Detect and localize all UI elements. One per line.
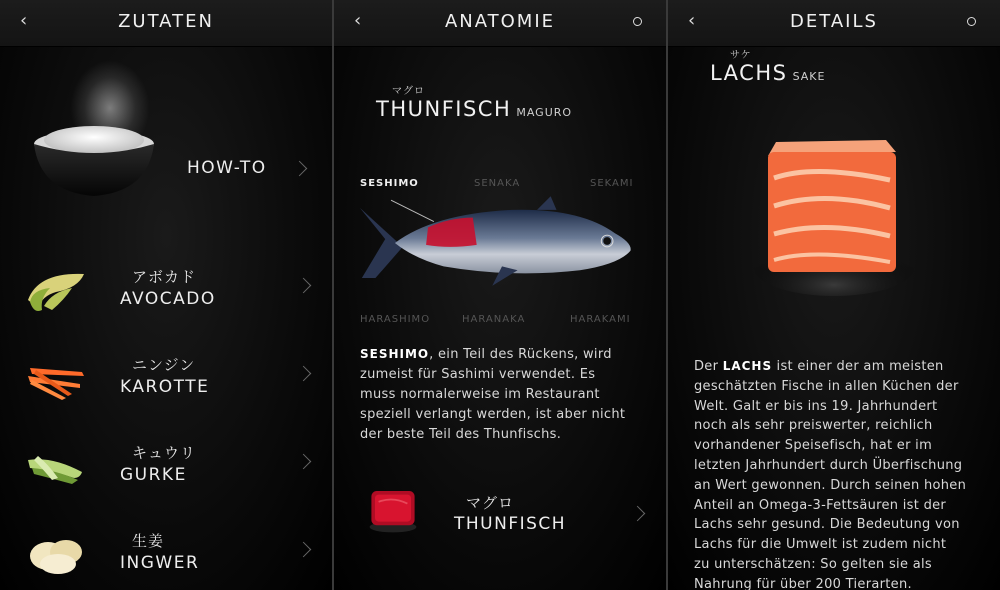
ginger-image bbox=[22, 526, 94, 586]
chevron-right-icon bbox=[630, 506, 646, 522]
navbar bbox=[668, 0, 1000, 47]
screen-zutaten bbox=[0, 0, 332, 590]
rice-bowl-image bbox=[32, 122, 156, 200]
fish-subtitle: MAGURO bbox=[516, 106, 573, 119]
fish-description-line: letzten Jahrhundert durch Überfischung bbox=[694, 457, 963, 473]
cut-description-line: der beste Teil des Thunfischs. bbox=[360, 427, 562, 442]
fish-description-line: vorhandener Speisefisch, hat er im bbox=[694, 438, 933, 454]
fish-description-line: Der bbox=[694, 359, 723, 374]
fish-header bbox=[376, 82, 572, 121]
fish-description-line: Nahrung für über 200 Tierarten. bbox=[694, 576, 912, 590]
list-item-avocado[interactable] bbox=[0, 262, 332, 348]
list-item-karotte[interactable] bbox=[0, 350, 332, 436]
related-label: THUNFISCH bbox=[454, 514, 567, 534]
cut-senaka[interactable]: SENAKA bbox=[474, 178, 521, 189]
info-circle-icon[interactable] bbox=[633, 17, 642, 26]
cut-sekami[interactable]: SEKAMI bbox=[590, 178, 634, 189]
item-label: GURKE bbox=[120, 465, 187, 485]
list-item-ingwer[interactable] bbox=[0, 526, 332, 590]
fish-description bbox=[694, 357, 990, 590]
fish-jp-title: マグロ bbox=[392, 86, 425, 97]
back-icon[interactable]: ‹ bbox=[354, 10, 362, 31]
salmon-cube-image bbox=[754, 128, 914, 298]
avocado-image bbox=[22, 262, 94, 322]
item-label: INGWER bbox=[120, 553, 200, 573]
chevron-right-icon bbox=[296, 366, 312, 382]
info-circle-icon[interactable] bbox=[967, 17, 976, 26]
cut-description-line: , ein Teil des Rückens, wird bbox=[429, 347, 612, 362]
fish-description-line: geschätzten Fische in allen Küchen der bbox=[694, 378, 959, 394]
cut-haranaka[interactable]: HARANAKA bbox=[462, 314, 526, 325]
fish-description-lead: LACHS bbox=[722, 359, 773, 373]
item-label: KAROTTE bbox=[120, 377, 210, 397]
fish-description-line: zu unterschätzen: So gelten sie als bbox=[694, 556, 932, 572]
item-jp-label: キュウリ bbox=[132, 444, 197, 462]
item-jp-label: ニンジン bbox=[132, 356, 196, 374]
fish-subtitle: SAKE bbox=[792, 70, 826, 83]
navbar bbox=[0, 0, 332, 47]
nav-title: ANATOMIE bbox=[444, 11, 556, 32]
carrot-image bbox=[22, 350, 94, 410]
fish-description-line: ist einer der am meisten bbox=[772, 359, 944, 374]
back-icon[interactable]: ‹ bbox=[688, 10, 696, 31]
cut-description-line: muss normalerweise im Restaurant bbox=[360, 387, 600, 402]
tuna-piece-image bbox=[364, 482, 422, 536]
screen-anatomie bbox=[334, 0, 666, 590]
cut-description-lead: SESHIMO bbox=[360, 347, 430, 361]
item-jp-label: 生姜 bbox=[132, 532, 165, 550]
cut-harakami[interactable]: HARAKAMI bbox=[570, 314, 631, 325]
fish-title: LACHS bbox=[710, 61, 788, 85]
cut-description bbox=[360, 344, 650, 445]
tuna-diagram-image bbox=[356, 188, 648, 296]
cut-harashimo[interactable]: HARASHIMO bbox=[360, 314, 431, 325]
fish-description-line: Welt. Galt er bis ins 19. Jahrhundert bbox=[694, 398, 938, 414]
fish-description-line: Lachs für die Umwelt ist zudem nicht bbox=[694, 537, 947, 553]
nav-title: ZUTATEN bbox=[118, 11, 214, 32]
screen-details bbox=[668, 0, 1000, 590]
navbar bbox=[334, 0, 666, 47]
chevron-right-icon bbox=[296, 278, 312, 294]
cut-description-line: zumeist für Sashimi verwendet. Es bbox=[360, 367, 596, 382]
fish-description-line: Lachs sehr gesund. Die Bedeutung von bbox=[694, 517, 960, 533]
fish-description-line: Anteil an Omega-3-Fettsäuren ist der bbox=[694, 497, 947, 513]
item-jp-label: アボカド bbox=[132, 268, 197, 286]
fish-jp-title: サケ bbox=[730, 50, 752, 61]
back-icon[interactable]: ‹ bbox=[20, 10, 28, 31]
fish-description-line: an Wert gewonnen. Durch seinen hohen bbox=[694, 477, 967, 493]
fish-header bbox=[710, 46, 825, 85]
cut-seshimo[interactable]: SESHIMO bbox=[360, 178, 419, 189]
item-label: AVOCADO bbox=[120, 289, 216, 309]
fish-title: THUNFISCH bbox=[376, 97, 512, 121]
related-jp-label: マグロ bbox=[466, 494, 515, 512]
cucumber-image bbox=[22, 438, 94, 498]
howto-label: HOW-TO bbox=[187, 158, 267, 178]
related-item-thunfisch[interactable] bbox=[334, 478, 666, 548]
chevron-right-icon bbox=[296, 454, 312, 470]
fish-description-line: noch als sehr preiswerter, reichlich bbox=[694, 418, 933, 434]
howto-row[interactable] bbox=[0, 60, 332, 240]
chevron-right-icon bbox=[292, 161, 308, 177]
cut-description-line: speziell verlangt werden, ist aber nicht bbox=[360, 407, 626, 422]
nav-title: DETAILS bbox=[790, 11, 878, 32]
chevron-right-icon bbox=[296, 542, 312, 558]
list-item-gurke[interactable] bbox=[0, 438, 332, 524]
